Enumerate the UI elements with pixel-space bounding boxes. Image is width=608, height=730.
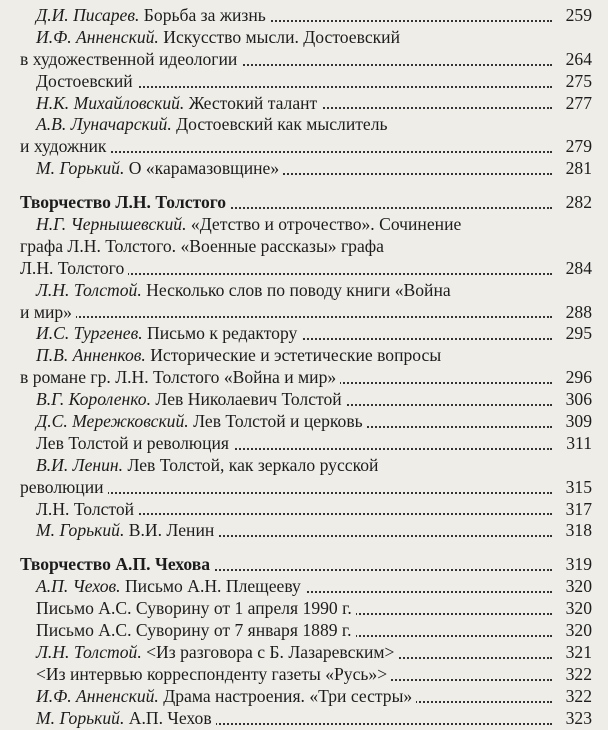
page-number: 288 <box>554 302 592 324</box>
entry-title-continued: в художественной идеологии <box>20 49 241 71</box>
page-number: 311 <box>554 433 592 455</box>
list-item <box>0 114 608 158</box>
entry-title: А.П. Чехов <box>128 707 212 728</box>
entry-title: Жестокий талант <box>188 92 318 113</box>
section-tolstoy <box>0 192 608 542</box>
list-item <box>0 499 608 521</box>
entry-author: П.В. Анненков. <box>36 345 146 366</box>
page-number: 264 <box>554 49 592 71</box>
list-item <box>0 598 608 620</box>
entry-author: Н.К. Михайловский. <box>36 92 185 113</box>
entry-author: В.Г. Короленко. <box>36 389 151 410</box>
page-number: 279 <box>554 136 592 158</box>
entry-title: Лев Толстой и революция <box>36 433 233 455</box>
list-item <box>0 411 608 433</box>
page-number: 321 <box>554 642 592 664</box>
page-number: 296 <box>554 367 592 389</box>
entry-title: Достоевский как мыслитель <box>176 114 388 135</box>
page-number: 322 <box>554 686 592 708</box>
list-item <box>0 280 608 324</box>
page-number: 295 <box>554 323 592 345</box>
list-item <box>0 345 608 389</box>
entry-title: Борьба за жизнь <box>143 5 266 25</box>
entry-title: Лев Толстой и церковь <box>193 411 363 432</box>
entry-author: Л.Н. Толстой. <box>36 279 142 300</box>
entry-title: Письмо к редактору <box>147 323 298 344</box>
entry-author: А.В. Луначарский. <box>36 114 172 135</box>
list-item <box>0 642 608 664</box>
list-item <box>0 664 608 686</box>
page-number: 259 <box>554 5 592 27</box>
page-number: 323 <box>554 708 592 730</box>
list-item <box>0 620 608 642</box>
entry-title-continued: и художник <box>20 136 110 158</box>
entry-title: Лев Толстой, как зеркало русской <box>127 454 379 475</box>
entry-title-continued: революции <box>20 477 108 499</box>
list-item <box>0 520 608 542</box>
entry-title: «Детство и отрочество». Сочинение <box>190 214 462 235</box>
entry-title: Искусство мысли. Достоевский <box>163 26 401 47</box>
entry-author: Л.Н. Толстой. <box>36 641 142 662</box>
list-item <box>0 214 608 280</box>
section-chekhov <box>0 554 608 729</box>
entry-author: И.С. Тургенев. <box>36 323 143 344</box>
entry-title-continued: Л.Н. Толстого <box>20 258 128 280</box>
section-heading <box>0 554 608 576</box>
entry-author: А.П. Чехов. <box>36 576 121 597</box>
page-number: 322 <box>554 664 592 686</box>
entry-title-continued: и мир» <box>20 302 76 324</box>
page-number: 277 <box>554 93 592 115</box>
list-item <box>0 433 608 455</box>
list-item <box>0 708 608 730</box>
entry-title: Достоевский <box>36 71 137 93</box>
entry-author: М. Горький. <box>36 707 125 728</box>
list-item <box>0 323 608 345</box>
page-number: 275 <box>554 71 592 93</box>
section-heading-title: Творчество А.П. Чехова <box>20 554 214 576</box>
page-number: 320 <box>554 620 592 642</box>
entry-author: Д.С. Мережковский. <box>36 411 189 432</box>
list-item <box>0 5 608 27</box>
entry-title: Письмо А.С. Суворину от 1 апреля 1990 г. <box>36 598 356 620</box>
entry-title-continued: графа Л.Н. Толстого. «Военные рассказы» графа <box>20 236 388 258</box>
page-number: 306 <box>554 389 592 411</box>
list-item <box>0 71 608 93</box>
list-item <box>0 389 608 411</box>
list-item <box>0 455 608 499</box>
entry-author: В.И. Ленин. <box>36 454 124 475</box>
page-number: 315 <box>554 477 592 499</box>
entry-title: Письмо А.Н. Плещееву <box>124 576 301 597</box>
entry-title: Л.Н. Толстой <box>36 499 138 521</box>
entry-title: <Из интервью корреспонденту газеты «Русь»> <box>36 664 391 686</box>
list-item <box>0 686 608 708</box>
entry-author: И.Ф. Анненский. <box>36 26 159 47</box>
entry-author: Н.Г. Чернышевский. <box>36 214 187 235</box>
page-number: 317 <box>554 499 592 521</box>
page-number: 318 <box>554 520 592 542</box>
entry-title: Драма настроения. «Три сестры» <box>163 685 413 706</box>
entry-title: О «карамазовщине» <box>128 158 280 179</box>
section-heading <box>0 192 608 214</box>
list-item <box>0 93 608 115</box>
page-number: 309 <box>554 411 592 433</box>
page-number: 284 <box>554 258 592 280</box>
page-number: 281 <box>554 158 592 180</box>
page-number: 282 <box>554 192 592 214</box>
table-of-contents <box>0 5 608 730</box>
entry-author: И.Ф. Анненский. <box>36 685 159 706</box>
page-number: 320 <box>554 576 592 598</box>
entry-title: В.И. Ленин <box>128 520 215 541</box>
entry-title-continued: в романе гр. Л.Н. Толстого «Война и мир» <box>20 367 340 389</box>
section-heading-title: Творчество Л.Н. Толстого <box>20 192 230 214</box>
list-item <box>0 158 608 180</box>
page-number: 320 <box>554 598 592 620</box>
entry-author: М. Горький. <box>36 158 125 179</box>
entry-author: Д.И. Писарев. <box>36 5 140 25</box>
entry-title: Лев Николаевич Толстой <box>155 389 342 410</box>
entry-title: <Из разговора с Б. Лазаревским> <box>146 641 395 662</box>
list-item <box>0 27 608 71</box>
list-item <box>0 576 608 598</box>
page-number: 319 <box>554 554 592 576</box>
entry-author: М. Горький. <box>36 520 125 541</box>
section-dostoevsky <box>0 5 608 180</box>
entry-title: Исторические и эстетические вопросы <box>150 345 442 366</box>
entry-title: Несколько слов по поводу книги «Война <box>146 279 451 300</box>
entry-title: Письмо А.С. Суворину от 7 января 1889 г. <box>36 620 356 642</box>
